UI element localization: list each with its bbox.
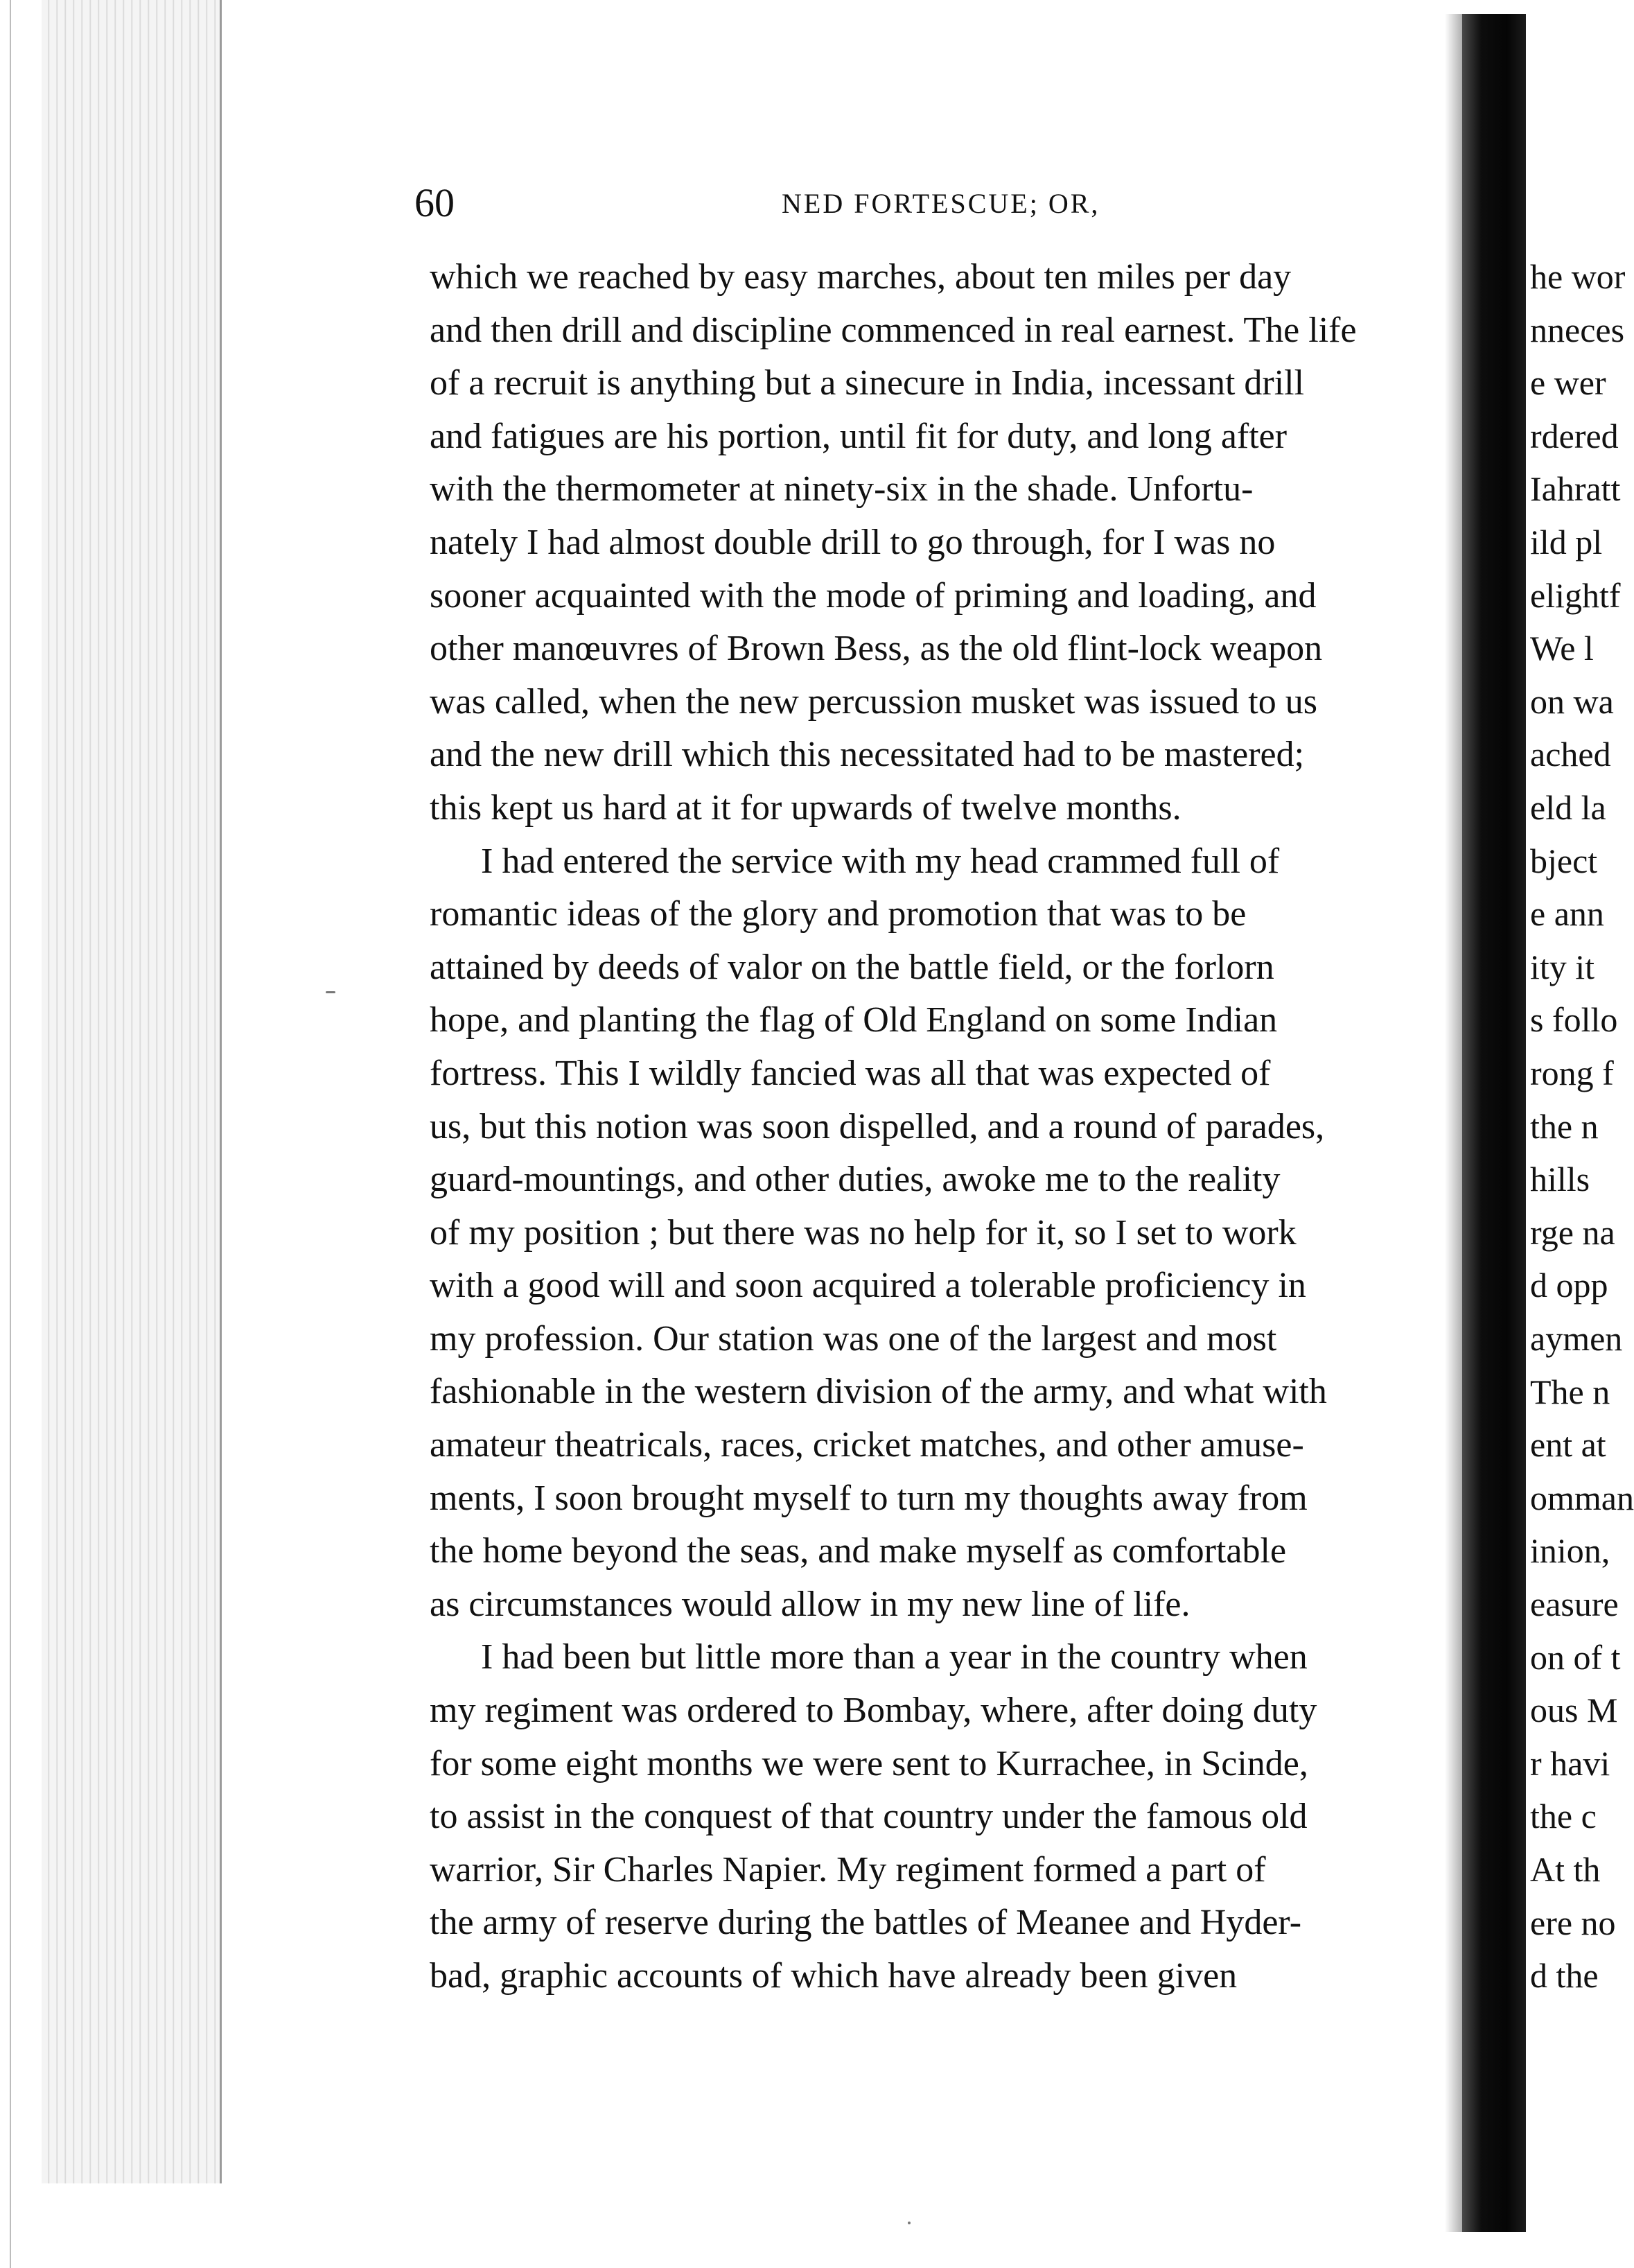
- facing-page-fragment: rong f: [1530, 1054, 1614, 1092]
- stacked-page-edges: [42, 0, 222, 2183]
- facing-page-fragment: omman: [1530, 1478, 1634, 1517]
- text-line: my profession. Our station was one of the largest and most: [430, 1318, 1277, 1359]
- facing-page-fragment: the c: [1530, 1797, 1597, 1836]
- facing-page-fragment: rge na: [1530, 1212, 1615, 1252]
- facing-page-fragment: ent at: [1530, 1425, 1606, 1465]
- running-title: NED FORTESCUE; OR,: [782, 188, 1100, 219]
- gutter-shadow: [1445, 14, 1464, 2232]
- scan-edge-line: [10, 0, 11, 2268]
- facing-page-fragment: e wer: [1530, 363, 1606, 403]
- facing-page-fragment: eld la: [1530, 788, 1606, 827]
- facing-page-fragment: ity it: [1530, 947, 1595, 986]
- text-line: the home beyond the seas, and make myself as comfortable: [430, 1531, 1287, 1571]
- text-line: nately I had almost double drill to go through, for I was no: [430, 522, 1276, 562]
- binding-gutter: [1462, 14, 1526, 2232]
- facing-page-fragment: ild pl: [1530, 523, 1603, 561]
- text-line: fashionable in the western division of the army, and what with: [430, 1372, 1327, 1412]
- text-line: as circumstances would allow in my new line of life.: [430, 1584, 1191, 1624]
- text-line: the army of reserve during the battles of Meanee and Hyder-: [430, 1903, 1302, 1943]
- text-line: with the thermometer at ninety-six in the shade. Unfortu-: [430, 469, 1254, 509]
- facing-page-fragment: ere no: [1530, 1903, 1616, 1942]
- text-line: us, but this notion was soon dispelled, and a round of parades,: [430, 1106, 1325, 1146]
- text-line: with a good will and soon acquired a tolerable proficiency in: [430, 1266, 1306, 1306]
- text-line: other manœuvres of Brown Bess, as the old flint-lock weapon: [430, 629, 1323, 669]
- facing-page-fragment: r havi: [1530, 1743, 1610, 1783]
- running-head: [0, 179, 1622, 227]
- facing-page-fragment: bject: [1530, 841, 1598, 880]
- paragraph-first-line: I had been but little more than a year in the country when: [481, 1637, 1308, 1677]
- facing-page-fragment: e ann: [1530, 894, 1604, 934]
- facing-page-fragment: aymen: [1530, 1319, 1623, 1358]
- text-line: my regiment was ordered to Bombay, where, after doing duty: [430, 1691, 1317, 1731]
- text-line: bad, graphic accounts of which have already been given: [430, 1956, 1238, 1996]
- facing-page-fragment: s follo: [1530, 1000, 1618, 1040]
- facing-page-fragment: elightf: [1530, 575, 1621, 615]
- text-line: and then drill and discipline commenced in real earnest. The life: [430, 310, 1357, 350]
- facing-page-sliver: [1526, 14, 1634, 2232]
- text-line: and fatigues are his portion, until fit for duty, and long after: [430, 416, 1288, 456]
- facing-page-fragment: on of t: [1530, 1637, 1621, 1677]
- facing-page-fragment: We l: [1530, 629, 1594, 668]
- text-line: romantic ideas of the glory and promotion that was to be: [430, 894, 1247, 934]
- facing-page-fragment: on wa: [1530, 681, 1614, 721]
- text-line: for some eight months we were sent to Kurrachee, in Scinde,: [430, 1743, 1308, 1783]
- facing-page-fragment: rdered: [1530, 416, 1619, 455]
- text-line: fortress. This I wildly fancied was all that was expected of: [430, 1053, 1271, 1093]
- facing-page-fragment: d the: [1530, 1956, 1599, 1996]
- text-line: sooner acquainted with the mode of priming and loading, and: [430, 575, 1317, 616]
- text-line: guard-mountings, and other duties, awoke me to the reality: [430, 1160, 1281, 1200]
- page-number: 60: [414, 180, 455, 225]
- text-line: was called, when the new percussion musket was issued to us: [430, 681, 1317, 722]
- dust-speck: [908, 2222, 911, 2224]
- text-line: this kept us hard at it for upwards of twelve months.: [430, 787, 1181, 828]
- facing-page-fragment: nneces: [1530, 310, 1625, 349]
- text-line: warrior, Sir Charles Napier. My regiment formed a part of: [430, 1849, 1266, 1890]
- facing-page-fragment: d opp: [1530, 1266, 1608, 1305]
- facing-page-fragment: hills: [1530, 1160, 1590, 1199]
- text-line: to assist in the conquest of that country under the famous old: [430, 1797, 1308, 1837]
- text-line: hope, and planting the flag of Old England on some Indian: [430, 1000, 1278, 1040]
- facing-page-fragment: The n: [1530, 1372, 1610, 1411]
- facing-page-fragment: Iahratt: [1530, 469, 1621, 509]
- text-line: which we reached by easy marches, about ten miles per day: [430, 257, 1292, 297]
- facing-page-fragment: he wor: [1530, 257, 1626, 296]
- paragraph-first-line: I had entered the service with my head crammed full of: [481, 841, 1280, 881]
- dust-speck: [326, 991, 335, 993]
- text-line: attained by deeds of valor on the battle field, or the forlorn: [430, 947, 1274, 987]
- facing-page-fragment: ous M: [1530, 1691, 1618, 1730]
- text-line: of my position ; but there was no help for it, so I set to work: [430, 1212, 1297, 1253]
- facing-page-fragment: ached: [1530, 735, 1611, 774]
- text-line: and the new drill which this necessitated had to be mastered;: [430, 735, 1305, 775]
- text-line: ments, I soon brought myself to turn my thoughts away from: [430, 1478, 1308, 1518]
- facing-page-fragment: At th: [1530, 1850, 1601, 1889]
- text-line: amateur theatricals, races, cricket matches, and other amuse-: [430, 1425, 1304, 1465]
- facing-page-fragment: the n: [1530, 1106, 1599, 1146]
- facing-page-fragment: easure: [1530, 1585, 1619, 1623]
- body-text: [430, 251, 1462, 2003]
- facing-page-fragment: inion,: [1530, 1531, 1610, 1571]
- text-line: of a recruit is anything but a sinecure in India, incessant drill: [430, 363, 1305, 403]
